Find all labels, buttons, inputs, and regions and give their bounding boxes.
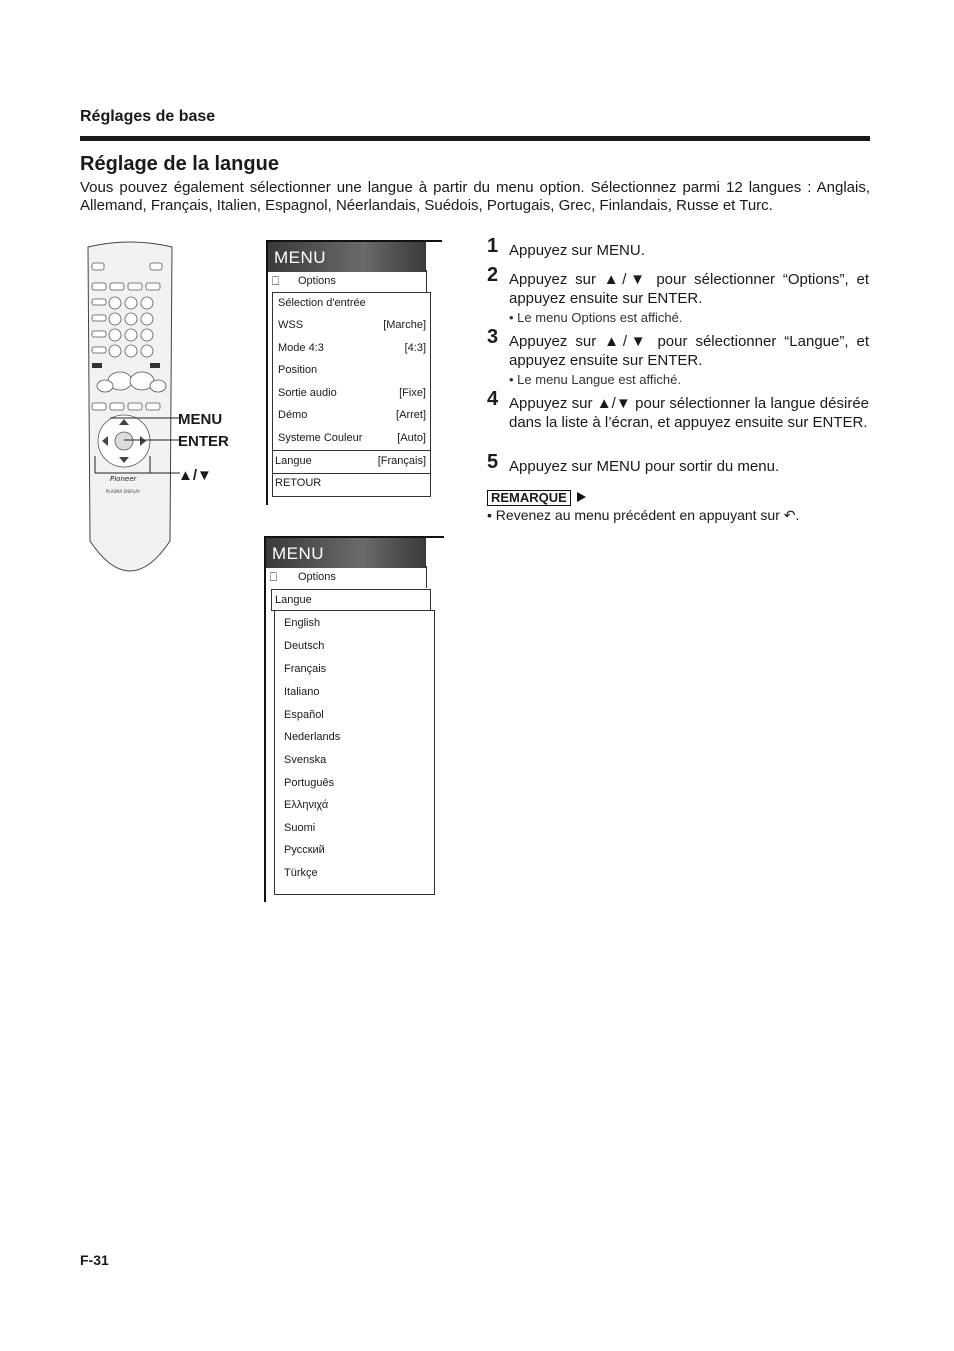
remarque-arrow-icon bbox=[577, 492, 586, 502]
language-list bbox=[274, 610, 435, 895]
step-sub-note: • Le menu Langue est affiché. bbox=[509, 372, 681, 387]
options-list bbox=[272, 292, 431, 497]
step-number: 2 bbox=[487, 264, 499, 286]
callout-enter: ENTER bbox=[178, 433, 229, 450]
menu-row[interactable]: Sélection d'entrée bbox=[278, 297, 366, 309]
step-text: Appuyez sur ▲/▼ pour sélectionner “Langue”, et appuyez ensuite sur ENTER. • Le menu Langue est affiché. bbox=[509, 333, 869, 387]
svg-text:PLASMA DISPLAY: PLASMA DISPLAY bbox=[106, 489, 140, 494]
language-option[interactable]: Ελληνιχά bbox=[284, 799, 329, 811]
step-3 bbox=[487, 326, 869, 388]
menu-row[interactable]: Systeme Couleur [Auto] bbox=[278, 432, 426, 444]
step-text: Appuyez sur MENU. bbox=[509, 242, 645, 259]
language-option[interactable]: Español bbox=[284, 709, 324, 721]
section-label: Réglages de base bbox=[80, 108, 216, 125]
step-number: 4 bbox=[487, 388, 499, 410]
step-4 bbox=[487, 388, 869, 452]
options-label: Options bbox=[298, 571, 336, 583]
remote-control-illustration bbox=[80, 241, 180, 591]
step-number: 5 bbox=[487, 451, 499, 473]
step-1 bbox=[487, 235, 869, 261]
step-5 bbox=[487, 451, 869, 477]
language-option[interactable]: English bbox=[284, 617, 321, 629]
language-option[interactable]: Svenska bbox=[284, 754, 327, 766]
menu-row[interactable]: RETOUR bbox=[275, 477, 322, 489]
remarque-label: REMARQUE bbox=[487, 490, 571, 506]
language-option[interactable]: Suomi bbox=[284, 822, 316, 834]
menu-title-bar bbox=[268, 240, 426, 272]
language-option[interactable]: Français bbox=[284, 663, 327, 675]
language-option[interactable]: Nederlands bbox=[284, 731, 341, 743]
menu-title: MENU bbox=[272, 544, 325, 563]
page-title: Réglage de la langue bbox=[80, 153, 279, 175]
options-header bbox=[268, 566, 427, 588]
language-option[interactable]: Português bbox=[284, 777, 335, 789]
langue-header: Langue bbox=[271, 589, 431, 611]
callout-arrows: ▲/▼ bbox=[178, 467, 212, 484]
callout-menu: MENU bbox=[178, 411, 223, 428]
language-menu-screen bbox=[264, 536, 444, 902]
options-icon: ⎕ bbox=[270, 570, 278, 584]
step-number: 1 bbox=[487, 235, 499, 257]
svg-text:Pioneer: Pioneer bbox=[110, 475, 137, 483]
language-option[interactable]: Türkçe bbox=[284, 867, 318, 879]
menu-row[interactable]: Sortie audio [Fixe] bbox=[278, 387, 426, 399]
options-menu-screen bbox=[266, 240, 442, 505]
menu-row[interactable]: Mode 4:3 [4:3] bbox=[278, 342, 426, 354]
menu-row[interactable]: Démo [Arret] bbox=[278, 409, 426, 421]
remarque-text: • Revenez au menu précédent en appuyant sur ↶. bbox=[487, 507, 800, 523]
options-label: Options bbox=[298, 275, 336, 287]
step-sub-note: • Le menu Options est affiché. bbox=[509, 310, 683, 325]
menu-row-selected[interactable]: Langue [Français] bbox=[273, 451, 430, 473]
step-2 bbox=[487, 264, 869, 326]
header-rule bbox=[80, 136, 870, 141]
step-text: Appuyez sur ▲/▼ pour sélectionner la langue désirée dans la liste à l’écran, et appuyez ensuite sur ENTER. bbox=[509, 395, 869, 431]
menu-title: MENU bbox=[274, 248, 327, 267]
menu-title-bar bbox=[266, 536, 426, 568]
menu-row[interactable]: WSS [Marche] bbox=[278, 319, 426, 331]
step-text: Appuyez sur MENU pour sortir du menu. bbox=[509, 458, 780, 475]
options-icon: ⎕ bbox=[272, 274, 280, 288]
step-text: Appuyez sur ▲/▼ pour sélectionner “Options”, et appuyez ensuite sur ENTER. • Le menu Options est affiché. bbox=[509, 271, 869, 325]
language-option[interactable]: Deutsch bbox=[284, 640, 325, 652]
options-header bbox=[268, 270, 427, 292]
return-icon: ↶. bbox=[783, 507, 800, 523]
page-number: F-31 bbox=[80, 1252, 109, 1268]
language-option[interactable]: Italiano bbox=[284, 686, 320, 698]
language-option[interactable]: Русский bbox=[284, 844, 325, 856]
step-number: 3 bbox=[487, 326, 499, 348]
menu-row[interactable]: Position bbox=[278, 364, 318, 374]
intro-paragraph: Vous pouvez également sélectionner une langue à partir du menu option. Sélectionnez parmi 12 langues : Anglais, Allemand, Français, Italien, Espagnol, Néerlandais, Suédois, Portugais, Grec, Finlandais, Russe et Turc. bbox=[80, 179, 870, 214]
